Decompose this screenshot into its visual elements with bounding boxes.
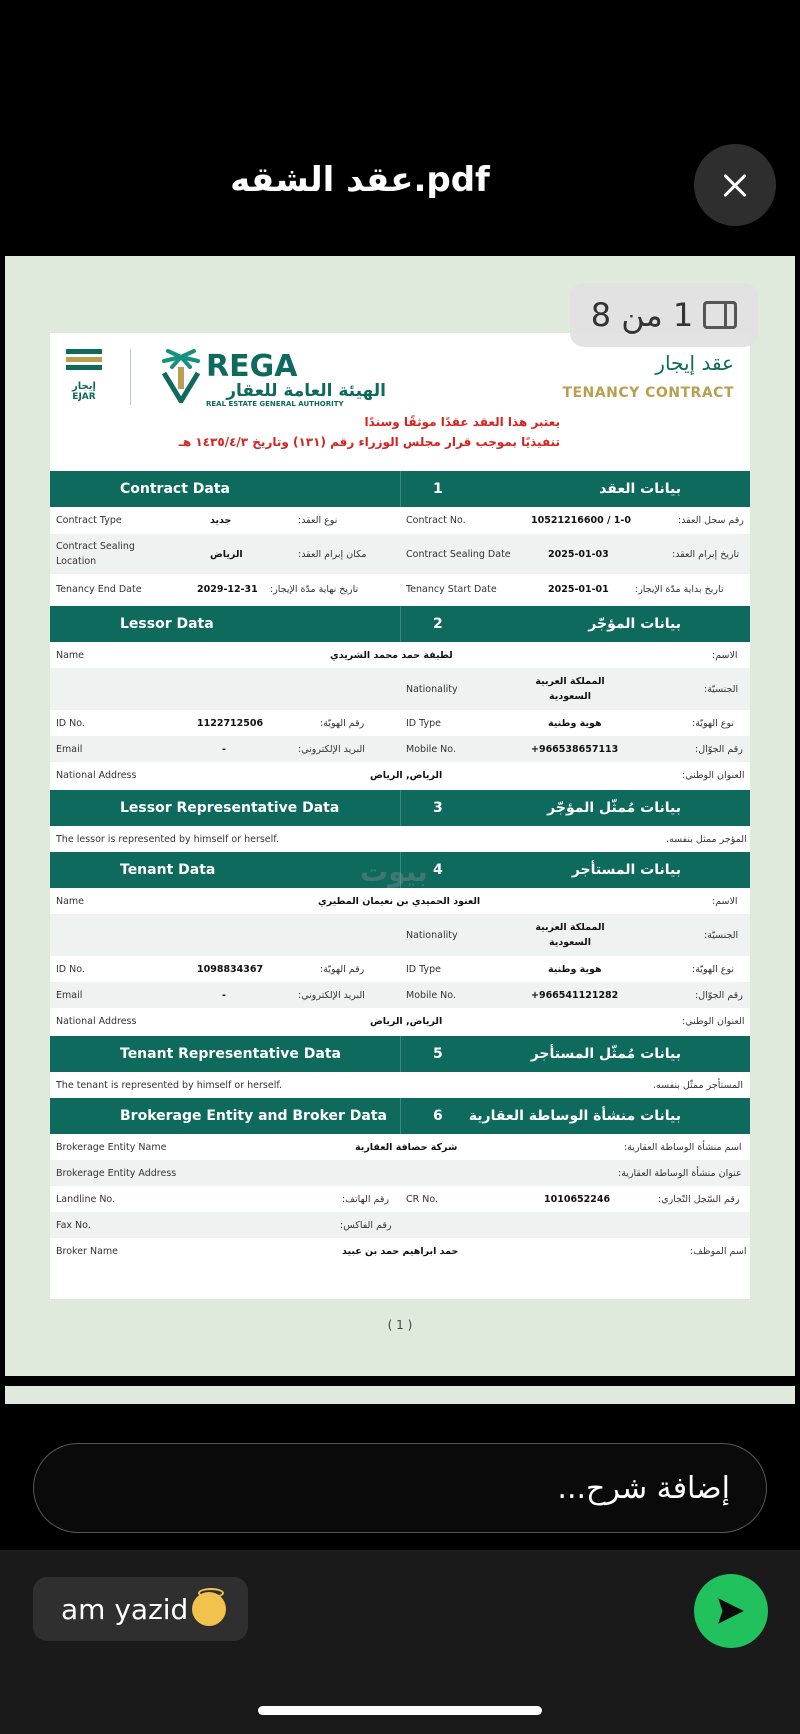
cell-label-en: Name — [56, 649, 85, 661]
table-row — [50, 668, 750, 710]
home-indicator[interactable] — [258, 1706, 542, 1715]
logo-divider — [130, 349, 131, 405]
cell-value: الرياض — [210, 548, 243, 560]
rega-title: REGA — [206, 349, 298, 384]
cell-label-en: Nationality — [406, 929, 458, 941]
table-row — [50, 914, 750, 956]
cell-label-en: The lessor is represented by himself or herself. — [56, 833, 279, 845]
table-row — [50, 1160, 750, 1186]
cell-label-ar: نوع الهويّة: — [692, 963, 734, 975]
section-title-ar: بيانات المؤجّر — [588, 616, 681, 632]
cell-label-ar: رقم الجوّال: — [695, 743, 743, 755]
section-title-en: Lessor Data — [120, 616, 214, 632]
cell-label-ar: رقم سجل العقد: — [678, 515, 744, 526]
cell-label-ar: الجنسيّة: — [704, 929, 739, 941]
section-title-ar: بيانات العقد — [599, 481, 681, 497]
table-row — [50, 507, 750, 534]
watermark: بيوت — [360, 855, 428, 888]
cell-value: 10521216600 / 1-0 — [531, 515, 631, 526]
table-row — [50, 956, 750, 982]
rega-english-name: REAL ESTATE GENERAL AUTHORITY — [206, 400, 344, 408]
table-row — [50, 888, 750, 914]
cell-value: 1010652246 — [544, 1193, 611, 1205]
sidebar-toggle-icon — [703, 301, 737, 329]
cell-value: المملكة العربية السعودية — [535, 922, 605, 948]
cell-label-ar: تاريخ إبرام العقد: — [672, 548, 740, 560]
page-indicator[interactable] — [570, 283, 758, 347]
cell-label-en: Contract Type — [56, 515, 122, 526]
cell-label-en: CR No. — [406, 1193, 439, 1205]
cell-label-ar: عنوان منشأة الوساطة العقارية: — [618, 1167, 742, 1179]
section-header-contract — [50, 471, 750, 507]
cell-label-en: Email — [56, 743, 83, 755]
table-row — [50, 826, 750, 852]
section-number: 3 — [433, 800, 443, 816]
cell-label-en: Mobile No. — [406, 989, 456, 1001]
tenancy-contract-en: TENANCY CONTRACT — [562, 385, 734, 401]
cell-label-en: National Address — [56, 769, 137, 781]
rega-arabic-name: الهيئة العامة للعقار — [226, 381, 386, 401]
section-title-ar: بيانات منشأة الوساطة العقارية — [468, 1108, 681, 1124]
cell-label-en: Brokerage Entity Address — [56, 1167, 177, 1179]
section-header-lessor — [50, 606, 750, 642]
cell-label-en: The tenant is represented by himself or herself. — [56, 1079, 283, 1091]
table-row — [50, 1134, 750, 1160]
page-number: ( 1 ) — [387, 1318, 413, 1332]
cell-label-ar: اسم الموظف: — [690, 1245, 747, 1257]
cell-label-ar: رقم الجوّال: — [695, 989, 743, 1001]
cell-label-en: Contract No. — [406, 515, 466, 526]
cell-value: 1122712506 — [197, 717, 264, 729]
cell-value: +966541121282 — [531, 989, 619, 1001]
cell-label-ar: تاريخ بداية مدّة الإيجار: — [635, 583, 724, 595]
cell-label-ar: المستأجر ممثّل بنفسه. — [653, 1079, 743, 1091]
cell-label-ar: نوع العقد: — [298, 515, 338, 526]
cell-label-en: Tenancy End Date — [56, 583, 142, 595]
cell-label-ar: البريد الإلكتروني: — [298, 989, 365, 1001]
cell-label-en: Nationality — [406, 683, 458, 695]
cell-label-ar: رقم الهويّة: — [320, 717, 365, 729]
page-indicator-text: 1 من 8 — [590, 296, 694, 334]
cell-label-ar: المؤجر ممثل بنفسه. — [666, 833, 747, 845]
section-number: 5 — [433, 1046, 443, 1062]
section-title-ar: بيانات مُمثّل المستأجر — [530, 1046, 681, 1062]
cell-label-en: Brokerage Entity Name — [56, 1141, 167, 1153]
section-number: 2 — [433, 616, 443, 632]
cell-value: هوية وطنية — [548, 963, 602, 975]
notice-line-2: تنفيذيًا بموجب قرار مجلس الوزراء رقم (١٣١) وتاريخ ١٤٣٥/٤/٣ هـ — [178, 435, 560, 449]
cell-label-ar: رقم الفاكس: — [340, 1219, 392, 1231]
section-title-ar: بيانات المستأجر — [571, 862, 681, 878]
cell-label-ar: نوع الهويّة: — [692, 717, 734, 729]
table-row — [50, 642, 750, 668]
section-title-en: Brokerage Entity and Broker Data — [120, 1108, 387, 1124]
section-title-en: Contract Data — [120, 481, 230, 497]
cell-value: هوية وطنية — [548, 717, 602, 729]
table-row — [50, 574, 750, 604]
table-row — [50, 710, 750, 736]
section-number: 1 — [433, 481, 443, 497]
section-header-lessor-rep — [50, 790, 750, 826]
recipient-chip[interactable] — [33, 1577, 248, 1641]
cell-value: 2029-12-31 — [197, 583, 258, 595]
cell-label-en: ID No. — [56, 963, 85, 975]
section-header-broker — [50, 1098, 750, 1134]
table-row — [50, 982, 750, 1008]
close-button[interactable] — [694, 144, 776, 226]
angel-emoji-icon — [192, 1592, 226, 1626]
cell-value: جديد — [210, 515, 232, 526]
tenancy-contract-ar: عقد إيجار — [655, 351, 734, 375]
cell-label-en: ID No. — [56, 717, 85, 729]
cell-label-en: Landline No. — [56, 1193, 116, 1205]
section-title-en: Tenant Data — [120, 862, 216, 878]
cell-value: المملكة العربية السعودية — [535, 676, 605, 702]
cell-label-ar: رقم السّجل التّجاري: — [658, 1193, 740, 1205]
cell-label-en: Mobile No. — [406, 743, 456, 755]
cell-label-en: National Address — [56, 1015, 137, 1027]
cell-label-ar: الاسم: — [712, 649, 738, 661]
section-title-ar: بيانات مُمثّل المؤجّر — [547, 800, 681, 816]
pdf-page — [50, 333, 750, 1299]
cell-label-ar: العنوان الوطني: — [682, 769, 745, 781]
cell-value: حمد ابراهيم حمد بن عبيد — [342, 1245, 459, 1257]
cell-label-en: Contract Sealing Date — [406, 548, 511, 560]
cell-label-en: Broker Name — [56, 1245, 118, 1257]
cell-label-ar: العنوان الوطني: — [682, 1015, 745, 1027]
cell-value: لطيفة حمد محمد الشريدي — [330, 649, 453, 661]
cell-label-ar: الاسم: — [712, 895, 738, 907]
caption-placeholder: إضافة شرح... — [557, 1470, 730, 1506]
section-title-en: Tenant Representative Data — [120, 1046, 341, 1062]
cell-value: +966538657113 — [531, 743, 619, 755]
cell-label-ar: اسم منشأة الوساطة العقارية: — [624, 1141, 742, 1153]
ejar-logo-en: EJAR — [72, 392, 96, 402]
pdf-next-page-edge[interactable] — [5, 1386, 795, 1404]
section-header-tenant-rep — [50, 1036, 750, 1072]
cell-label-ar: الجنسيّة: — [704, 683, 739, 695]
cell-label-en: Contract Sealing Location — [56, 541, 135, 567]
section-number: 4 — [433, 862, 443, 878]
cell-value: - — [222, 743, 226, 755]
cell-label-en: Email — [56, 989, 83, 1001]
cell-value: الرياض, الرياض — [370, 769, 443, 781]
file-title: عقد الشقه.pdf — [230, 160, 490, 200]
cell-value: - — [222, 989, 226, 1001]
table-row — [50, 534, 750, 574]
caption-input[interactable] — [33, 1443, 767, 1533]
cell-label-en: ID Type — [406, 963, 441, 975]
cell-label-ar: البريد الإلكتروني: — [298, 743, 365, 755]
cell-label-ar: تاريخ نهاية مدّة الإيجار: — [270, 583, 359, 595]
cell-value: شركة حصافة العقارية — [355, 1141, 458, 1153]
cell-label-en: Fax No. — [56, 1219, 91, 1231]
cell-label-en: ID Type — [406, 717, 441, 729]
cell-value: الرياض, الرياض — [370, 1015, 443, 1027]
notice-line-1: يعتبر هذا العقد عقدًا موثقًا وسندًا — [364, 415, 560, 429]
cell-value: 1098834367 — [197, 963, 264, 975]
cell-value: 2025-01-03 — [548, 548, 609, 560]
table-row — [50, 736, 750, 762]
cell-value: 2025-01-01 — [548, 583, 609, 595]
send-button[interactable] — [694, 1574, 768, 1648]
ejar-logo-ar: إيجار — [72, 381, 96, 392]
cell-label-ar: رقم الهاتف: — [342, 1193, 389, 1205]
cell-label-en: Tenancy Start Date — [406, 583, 497, 595]
section-number: 6 — [433, 1108, 443, 1124]
rega-palm-icon — [160, 349, 202, 403]
table-row — [50, 1212, 750, 1238]
cell-label-ar: مكان إبرام العقد: — [298, 548, 367, 560]
cell-value: العنود الحميدي بن نعيمان المطيري — [318, 895, 481, 907]
table-row — [50, 1186, 750, 1212]
table-row — [50, 1072, 750, 1098]
recipient-name: am yazid — [61, 1592, 189, 1626]
table-row — [50, 1238, 750, 1264]
send-icon — [714, 1594, 748, 1628]
cell-label-en: Name — [56, 895, 85, 907]
table-row — [50, 1008, 750, 1034]
ejar-logo — [66, 349, 102, 402]
cell-label-ar: رقم الهويّة: — [320, 963, 365, 975]
table-row — [50, 762, 750, 788]
section-title-en: Lessor Representative Data — [120, 800, 340, 816]
